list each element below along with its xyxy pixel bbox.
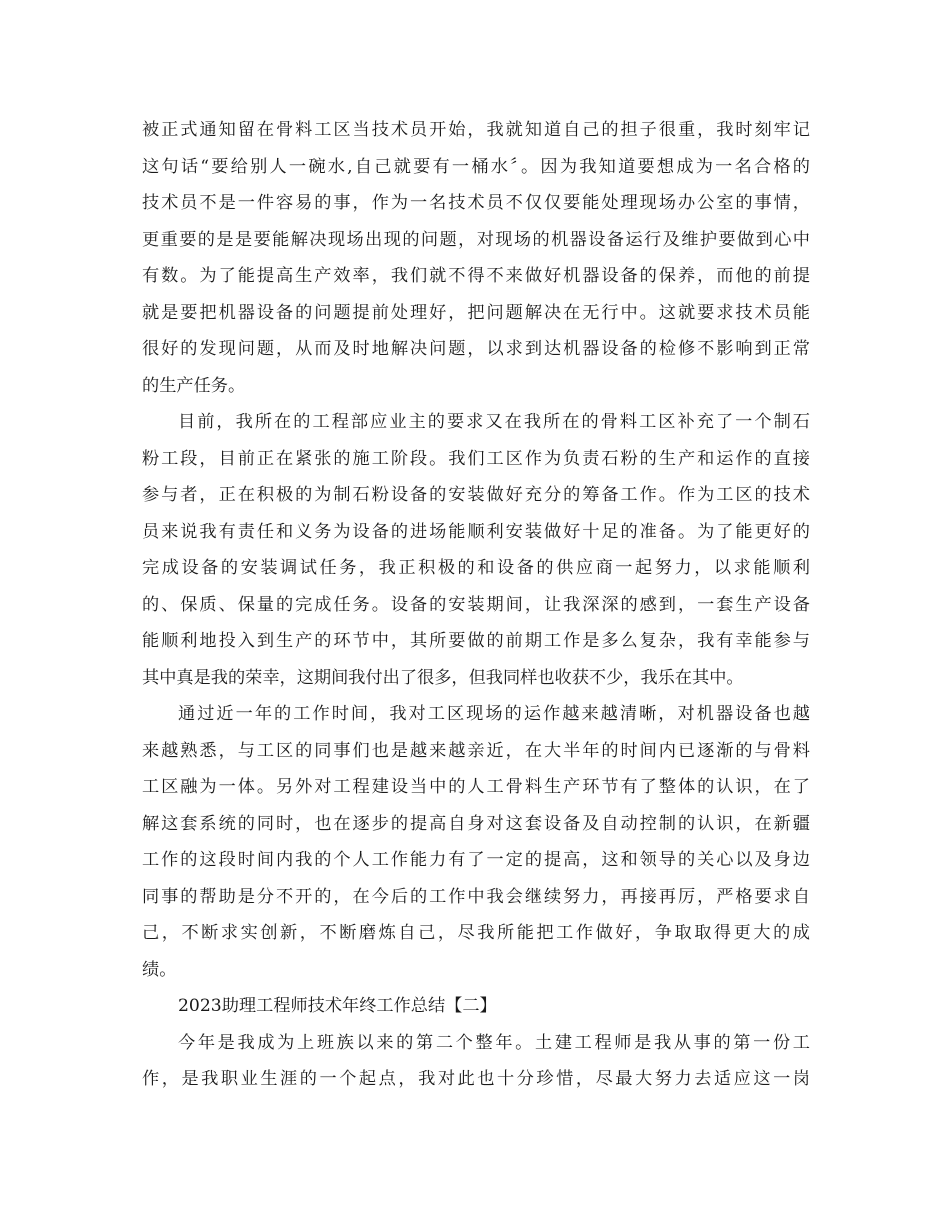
paragraph-1: [142, 112, 810, 404]
paragraph-line: 的生产任务。: [142, 375, 246, 396]
paragraph-line: 技术员不是一件容易的事，作为一名技术员不仅仅要能处理现场办公室的事情，: [142, 193, 810, 213]
paragraph-line: 能顺利地投入到生产的环节中，其所要做的前期工作是多么复杂，我有幸能参与: [142, 631, 810, 651]
paragraph-line: 来越熟悉，与工区的同事们也是越来越亲近，在大半年的时间内已逐渐的与骨料: [142, 740, 810, 761]
paragraph-line: 的、保质、保量的完成任务。设备的安装期间，让我深深的感到，一套生产设备: [142, 594, 810, 615]
paragraph-line: 这句话“要给别人一碗水,自己就要有一桶水〞。因为我知道要想成为一名合格的: [142, 156, 810, 177]
paragraph-line: 己，不断求实创新，不断磨炼自己，尽我所能把工作做好，争取取得更大的成: [142, 923, 810, 943]
paragraph-3: [142, 696, 810, 988]
paragraph-line: 很好的发现问题，从而及时地解决问题，以求到达机器设备的检修不影响到正常: [142, 339, 810, 359]
paragraph-line: 粉工段，目前正在紧张的施工阶段。我们工区作为负责石粉的生产和运作的直接: [142, 448, 810, 469]
paragraph-line: 员来说我有责任和义务为设备的进场能顺利安装做好十足的准备。为了能更好的: [142, 521, 810, 542]
paragraph-line: 更重要的是是要能解决现场出现的问题，对现场的机器设备运行及维护要做到心中: [142, 229, 810, 250]
paragraph-line: 其中真是我的荣幸，这期间我付出了很多，但我同样也收获不少，我乐在其中。: [142, 667, 744, 688]
paragraph-line: 绩。: [142, 959, 177, 980]
paragraph-line: 作，是我职业生涯的一个起点，我对此也十分珍惜，尽最大努力去适应这一岗: [142, 1069, 810, 1089]
paragraph-4: [142, 1025, 810, 1098]
paragraph-line: 就是要把机器设备的问题提前处理好，把问题解决在无行中。这就要求技术员能: [142, 302, 810, 323]
paragraph-line: 工区融为一体。另外对工程建设当中的人工骨料生产环节有了整体的认识，在了: [142, 777, 810, 797]
paragraph-line: 工作的这段时间内我的个人工作能力有了一定的提高，这和领导的关心以及身边: [142, 850, 810, 870]
paragraph-line: 被正式通知留在骨料工区当技术员开始，我就知道自己的担子很重，我时刻牢记: [142, 120, 810, 140]
paragraph-line: 通过近一年的工作时间，我对工区现场的运作越来越清晰，对机器设备也越: [178, 704, 810, 724]
document-page: [142, 112, 810, 1098]
paragraph-line: 目前，我所在的工程部应业主的要求又在我所在的骨料工区补充了一个制石: [178, 412, 810, 432]
paragraph-line: 今年是我成为上班族以来的第二个整年。土建工程师是我从事的第一份工: [178, 1032, 810, 1053]
paragraph-line: 完成设备的安装调试任务，我正积极的和设备的供应商一起努力，以求能顺利: [142, 558, 810, 578]
paragraph-line: 解这套系统的同时，也在逐步的提高自身对这套设备及自动控制的认识，在新疆: [142, 813, 810, 834]
section-heading: 2023助理工程师技术年终工作总结【二】: [178, 996, 497, 1016]
paragraph-line: 有数。为了能提高生产效率，我们就不得不来做好机器设备的保养，而他的前提: [142, 266, 810, 286]
paragraph-line: 参与者，正在积极的为制石粉设备的安装做好充分的筹备工作。作为工区的技术: [142, 485, 810, 505]
paragraph-2: [142, 404, 810, 696]
paragraph-line: 同事的帮助是分不开的，在今后的工作中我会继续努力，再接再厉，严格要求自: [142, 886, 810, 907]
